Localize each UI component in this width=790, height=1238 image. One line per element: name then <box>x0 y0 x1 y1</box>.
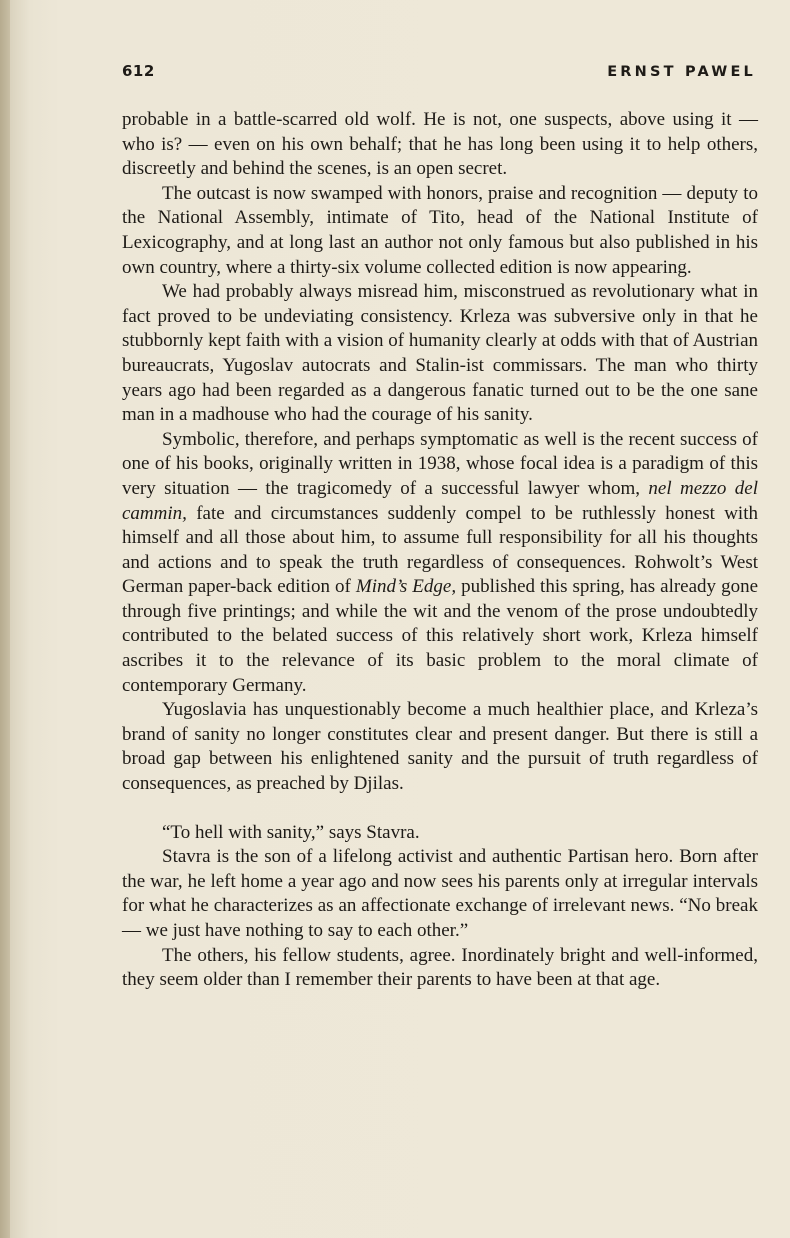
paragraph: Yugoslavia has unquestionably become a much healthier place, and Krleza’s brand of sanity no longer constitutes clear and present danger. But there is still a broad gap between his enlightened sanity and the pursuit of truth regardless of consequences, as preached by Djilas. <box>122 699 758 795</box>
paragraph: “To hell with sanity,” says Stavra. <box>162 821 420 843</box>
paragraph: The others, his fellow students, agree. Inordinately bright and well-informed, they seem older than I remember their parents to have been at that age. <box>122 944 758 991</box>
paragraph: probable in a battle-scarred old wolf. He is not, one suspects, above using it — who is? — even on his own behalf; that he has long been using it to help others, discreetly and behind the scenes, is an open secret. <box>122 109 758 180</box>
paragraph: The outcast is now swamped with honors, praise and recognition — deputy to the National Assembly, intimate of Tito, head of the National Institute of Lexicography, and at long last an author not only famous but also published in his own country, where a thirty-six volume collected edition is now appearing. <box>122 182 758 278</box>
book-title: Mind’s Edge, <box>355 576 457 598</box>
paragraph: We had probably always misread him, misconstrued as revolutionary what in fact proved to be undeviating consistency. Krleza was subversive only in that he stubbornly kept faith with a vision of humanity clearly at odds with that of Austrian bureaucrats, Yugoslav autocrats and Stalin-ist commissars. The man who thirty years ago had been regarded as a dangerous fanatic turned out to be the one sane man in a madhouse who had the courage of his sanity. <box>122 281 758 426</box>
paragraph: Stavra is the son of a lifelong activist and authentic Partisan hero. Born after the war, he left home a year ago and now sees his parents only at irregular intervals for what he characterizes as an affectionate exchange of irrelevant news. “No break — we just have nothing to say to each other.” <box>122 846 758 941</box>
page-binding-edge <box>0 0 10 1238</box>
page-number: 612 <box>122 62 155 80</box>
body-text <box>122 108 758 993</box>
italic-phrase: nel mezzo del cammin, <box>122 477 758 524</box>
running-head-author: ERNST PAWEL <box>607 64 756 80</box>
page-header <box>122 62 756 86</box>
paragraph: Symbolic, therefore, and perhaps symptomatic as well is the recent success of one of his books, originally written in 1938, whose focal idea is a paradigm of this very situation — the tragicomedy of a successful lawyer whom, nel mezzo del cammin, fate and circumstances suddenly compel to be ruthlessly honest with himself and all those about him, to assume full responsibility for all his thoughts and actions and to speak the truth regardless of consequences. Rohwolt’s West German paper-back edition of Mind’s Edge, published this spring, has already gone through five printings; and while the wit and the venom of the prose undoubtedly contributed to the belated success of this relatively short work, Krleza himself ascribes it to the relevance of its basic problem to the moral climate of contemporary Germany. <box>122 428 759 696</box>
